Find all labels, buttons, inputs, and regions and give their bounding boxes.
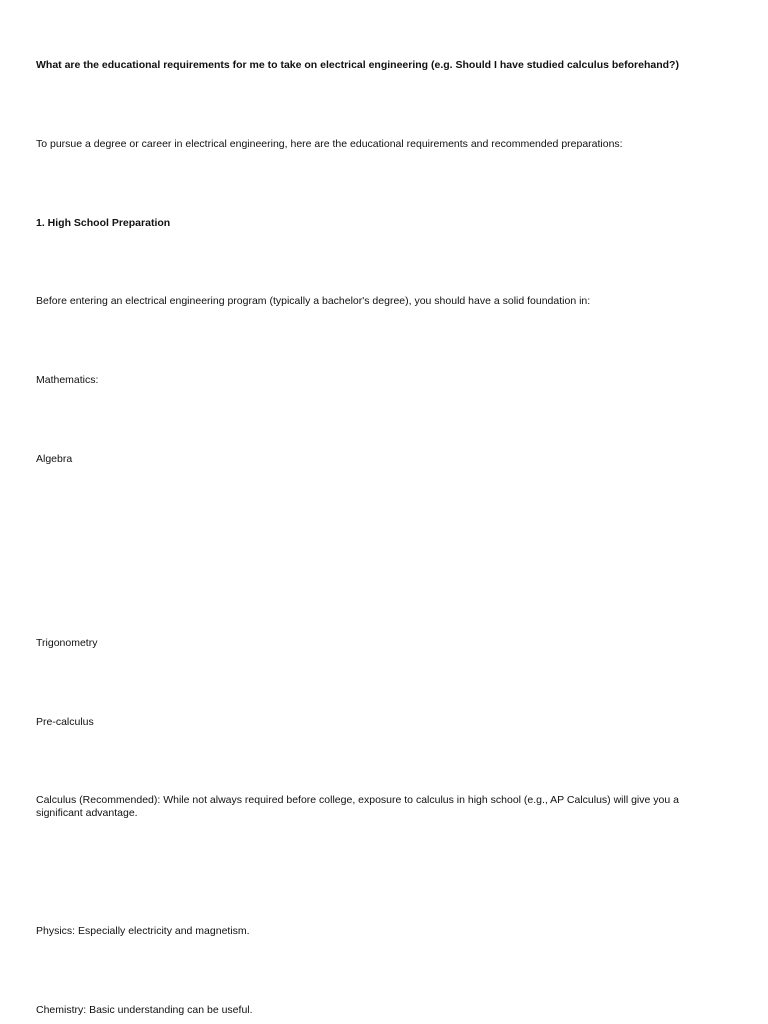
mathematics-label: Mathematics: [36,374,99,386]
section-intro-paragraph: Before entering an electrical engineering program (typically a bachelor's degree), you should have a solid foundation in: [36,295,591,307]
section-heading: 1. High School Preparation [36,217,171,229]
math-item-trigonometry: Trigonometry [36,637,98,649]
chemistry-item: Chemistry: Basic understanding can be useful. [36,1004,253,1016]
math-item-algebra: Algebra [36,453,73,465]
physics-item: Physics: Especially electricity and magnetism. [36,925,250,937]
math-item-precalculus: Pre-calculus [36,716,94,728]
math-item-calculus: Calculus (Recommended): While not always required before college, exposure to calculus in high school (e.g., AP Calculus) will give you a significant advantage. [36,794,679,819]
question-heading: What are the educational requirements for me to take on electrical engineering (e.g. Should I have studied calculus beforehand?) [36,59,679,71]
intro-paragraph: To pursue a degree or career in electrical engineering, here are the educational requirements and recommended preparations: [36,138,623,150]
